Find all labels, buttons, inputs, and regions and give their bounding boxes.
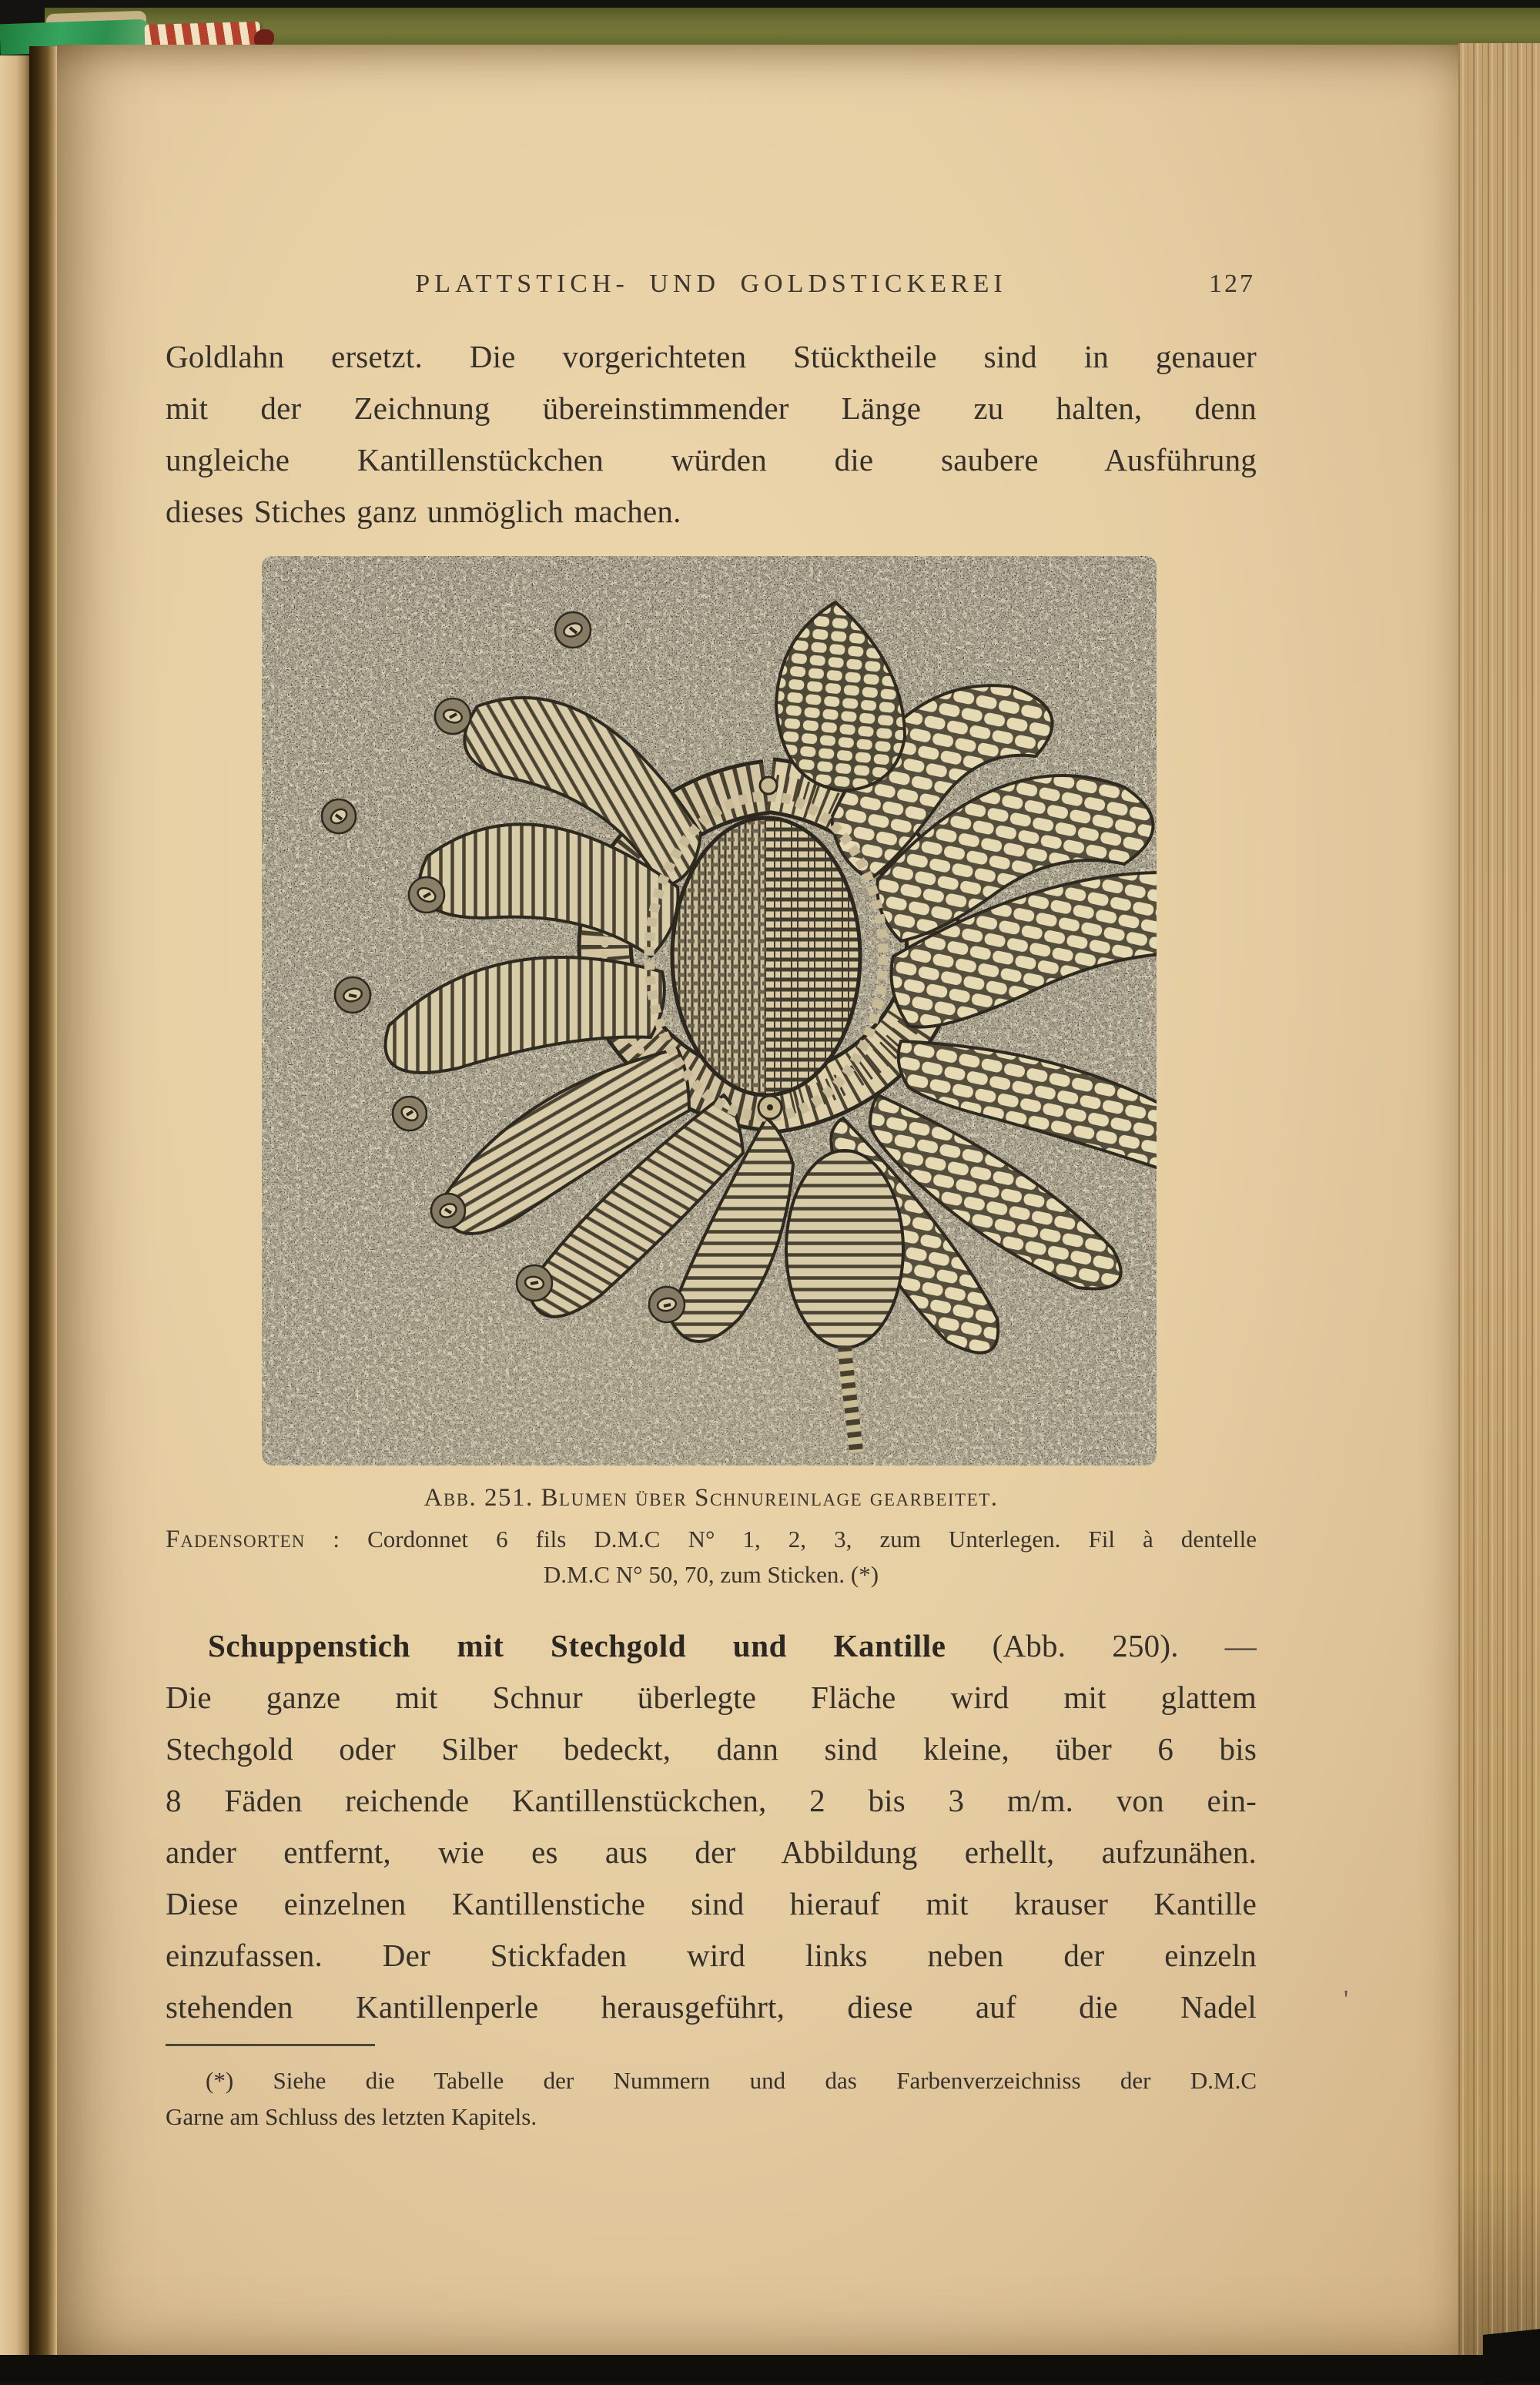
running-header (166, 270, 1257, 305)
facing-page-edge (0, 55, 29, 2355)
scan-bottom-edge (0, 2355, 1540, 2382)
text-line: stehenden Kantillenperle herausgeführt, diese auf die Nadel (166, 1989, 1257, 2025)
text-line: 8 Fäden reichende Kantillenstückchen, 2 bis 3 m/m. von ein- (166, 1783, 1257, 1818)
text-line: Diese einzelnen Kantillenstiche sind hierauf mit krauser Kantille (166, 1886, 1257, 1921)
text-line: einzufassen. Der Stickfaden wird links neben der einzeln (166, 1938, 1257, 1973)
stray-ink-mark: ' (1344, 1985, 1349, 2014)
page-number: 127 (1209, 270, 1255, 298)
footnote-line: Garne am Schluss des letzten Kapitels. (166, 2103, 537, 2130)
text-line: dieses Stiches ganz unmöglich machen. (166, 494, 681, 529)
paragraph-2 (166, 1620, 1257, 2033)
text-line: Die ganze mit Schnur überlegte Fläche wird mit glattem (166, 1680, 1257, 1715)
section-heading-line (166, 1620, 1257, 1672)
section-heading-rest: (Abb. 250). — (946, 1628, 1257, 1663)
text-line: mit der Zeichnung übereinstimmender Länge zu halten, denn (166, 390, 1257, 426)
footnote-rule (166, 2044, 375, 2046)
paragraph-1 (166, 331, 1257, 538)
section-heading-bold: Schuppenstich mit Stechgold und Kantille (208, 1628, 946, 1663)
text-line: Goldlahn ersetzt. Die vorgerichteten Stücktheile sind in genauer (166, 339, 1257, 374)
fore-edge-page-stack (1458, 43, 1540, 2357)
caption-text: : Cordonnet 6 fils D.M.C N° 1, 2, 3, zum Unterlegen. Fil à dentelle (305, 1526, 1257, 1553)
embroidery-engraving (262, 556, 1157, 1466)
text-line: ander entfernt, wie es aus der Abbildung erhellt, aufzunähen. (166, 1834, 1257, 1870)
page-title: PLATTSTICH- UND GOLDSTICKEREI (415, 270, 1007, 298)
figure-caption-threads (166, 1526, 1257, 1554)
figure-caption-threads-2: D.M.C N° 50, 70, zum Sticken. (*) (543, 1561, 879, 1588)
text-line: Stechgold oder Silber bedeckt, dann sind kleine, über 6 bis (166, 1731, 1257, 1767)
caption-label: Fadensorten (166, 1526, 306, 1553)
figure-caption-title: Abb. 251. Blumen über Schnureinlage gearbeitet. (424, 1484, 999, 1512)
figure-abb-251 (262, 556, 1157, 1466)
book-page (57, 45, 1458, 2357)
gutter-shadow (29, 46, 57, 2355)
text-line: ungleiche Kantillenstückchen würden die saubere Ausführung (166, 442, 1257, 477)
footnote-line: (*) Siehe die Tabelle der Nummern und das Farbenverzeichniss der D.M.C (206, 2067, 1257, 2094)
